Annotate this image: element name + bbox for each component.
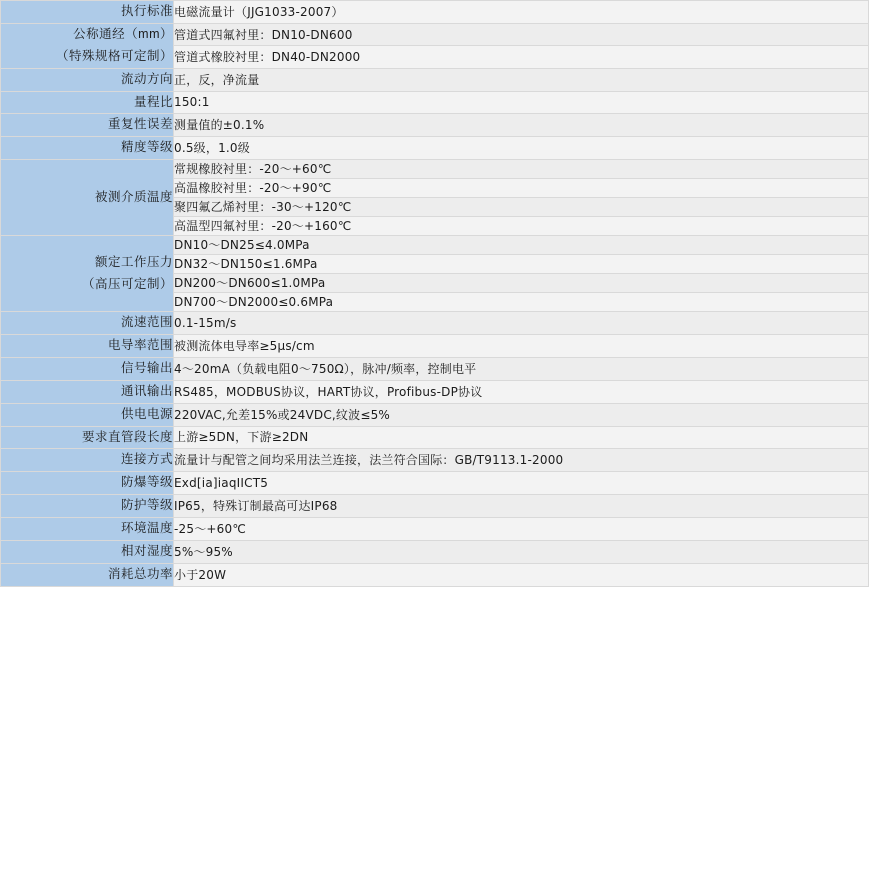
table-row	[1, 403, 869, 426]
spec-value-cell: DN700～DN2000≤0.6MPa	[174, 293, 869, 312]
spec-label-line: 相对湿度	[120, 543, 173, 558]
spec-value-cell: 0.1-15m/s	[174, 312, 869, 335]
spec-value-cell: 聚四氟乙烯衬里：-30～+120℃	[174, 198, 869, 217]
spec-label-cell	[1, 312, 174, 335]
spec-value-cell: 上游≥5DN，下游≥2DN	[174, 426, 869, 449]
spec-value-cell: 220VAC,允差15%或24VDC,纹波≤5%	[174, 403, 869, 426]
spec-label-line: 电导率范围	[107, 338, 173, 352]
table-row	[1, 335, 869, 358]
table-row	[1, 1, 869, 24]
table-row	[1, 236, 869, 255]
table-row	[1, 160, 869, 179]
table-row	[1, 114, 869, 137]
spec-value-cell: 管道式橡胶衬里：DN40-DN2000	[174, 46, 869, 68]
spec-label-cell	[1, 236, 174, 312]
spec-label-line: 流动方向	[120, 71, 173, 86]
spec-label-line: 量程比	[133, 94, 173, 109]
table-row	[1, 23, 869, 45]
spec-label-line: 信号输出	[120, 360, 173, 375]
spec-value-cell: 4～20mA（负载电阻0～750Ω），脉冲/频率，控制电平	[174, 357, 869, 380]
spec-value-cell: 5%～95%	[174, 540, 869, 563]
spec-label-cell	[1, 1, 174, 24]
spec-value-cell: 电磁流量计（JJG1033-2007）	[174, 1, 869, 24]
spec-label-cell	[1, 357, 174, 380]
table-row	[1, 518, 869, 541]
spec-label-cell	[1, 160, 174, 236]
spec-value-cell: RS485，MODBUS协议，HART协议，Profibus-DP协议	[174, 380, 869, 403]
table-row	[1, 380, 869, 403]
spec-label-line: 防爆等级	[120, 475, 173, 490]
spec-label-line: 通讯输出	[120, 383, 173, 398]
spec-value-cell: DN32～DN150≤1.6MPa	[174, 255, 869, 274]
spec-label-line: 消耗总功率	[107, 566, 173, 581]
spec-label-cell	[1, 426, 174, 449]
spec-label-line: 执行标准	[120, 4, 173, 18]
spec-value-cell: 150:1	[174, 91, 869, 114]
spec-label-cell	[1, 137, 174, 160]
spec-value-cell: 管道式四氟衬里：DN10-DN600	[174, 23, 869, 45]
specification-table-body	[1, 1, 869, 587]
spec-value-cell: 测量值的±0.1%	[174, 114, 869, 137]
table-row	[1, 540, 869, 563]
spec-label-cell	[1, 449, 174, 472]
table-row	[1, 312, 869, 335]
spec-label-cell	[1, 495, 174, 518]
spec-label-cell	[1, 114, 174, 137]
spec-label-cell	[1, 472, 174, 495]
spec-label-cell	[1, 563, 174, 586]
spec-value-cell: 被测流体电导率≥5μs/cm	[174, 335, 869, 358]
spec-label-line: 连接方式	[120, 452, 173, 467]
table-row	[1, 137, 869, 160]
spec-value-cell: DN10～DN25≤4.0MPa	[174, 236, 869, 255]
spec-label-line: 要求直管段长度	[81, 429, 173, 444]
table-row	[1, 472, 869, 495]
spec-label-line: 重复性误差	[107, 117, 173, 132]
spec-value-cell: 流量计与配管之间均采用法兰连接，法兰符合国际：GB/T9113.1-2000	[174, 449, 869, 472]
spec-label-cell	[1, 68, 174, 91]
spec-value-cell: DN200～DN600≤1.0MPa	[174, 274, 869, 293]
spec-label-line: （特殊规格可定制）	[55, 48, 173, 63]
spec-label-cell	[1, 380, 174, 403]
spec-label-cell	[1, 91, 174, 114]
spec-value-cell: 0.5级，1.0级	[174, 137, 869, 160]
spec-label-line: （高压可定制）	[81, 276, 173, 291]
spec-label-cell	[1, 540, 174, 563]
spec-value-cell: Exd[ia]iaqIICT5	[174, 472, 869, 495]
spec-label-line: 公称通经（mm）	[73, 26, 173, 41]
spec-label-cell	[1, 518, 174, 541]
spec-label-line: 环境温度	[120, 521, 173, 535]
spec-label-line: 精度等级	[120, 140, 173, 155]
spec-value-cell: 常规橡胶衬里：-20～+60℃	[174, 160, 869, 179]
table-row	[1, 68, 869, 91]
table-row	[1, 449, 869, 472]
spec-label-cell	[1, 403, 174, 426]
spec-label-cell	[1, 23, 174, 68]
spec-label-line: 流速范围	[120, 315, 173, 330]
spec-value-cell: 高温型四氟衬里：-20～+160℃	[174, 217, 869, 236]
table-row	[1, 563, 869, 586]
table-row	[1, 495, 869, 518]
spec-label-line: 被测介质温度	[94, 189, 173, 204]
spec-value-cell: 小于20W	[174, 563, 869, 586]
table-row	[1, 91, 869, 114]
table-row	[1, 426, 869, 449]
spec-value-cell: IP65，特殊订制最高可达IP68	[174, 495, 869, 518]
spec-value-cell: 正，反，净流量	[174, 68, 869, 91]
spec-label-line: 防护等级	[120, 498, 173, 513]
spec-label-line: 供电电源	[120, 406, 173, 421]
spec-label-line: 额定工作压力	[94, 254, 173, 269]
table-row	[1, 357, 869, 380]
spec-value-cell: -25～+60℃	[174, 518, 869, 541]
spec-value-cell: 高温橡胶衬里：-20～+90℃	[174, 179, 869, 198]
spec-label-cell	[1, 335, 174, 358]
